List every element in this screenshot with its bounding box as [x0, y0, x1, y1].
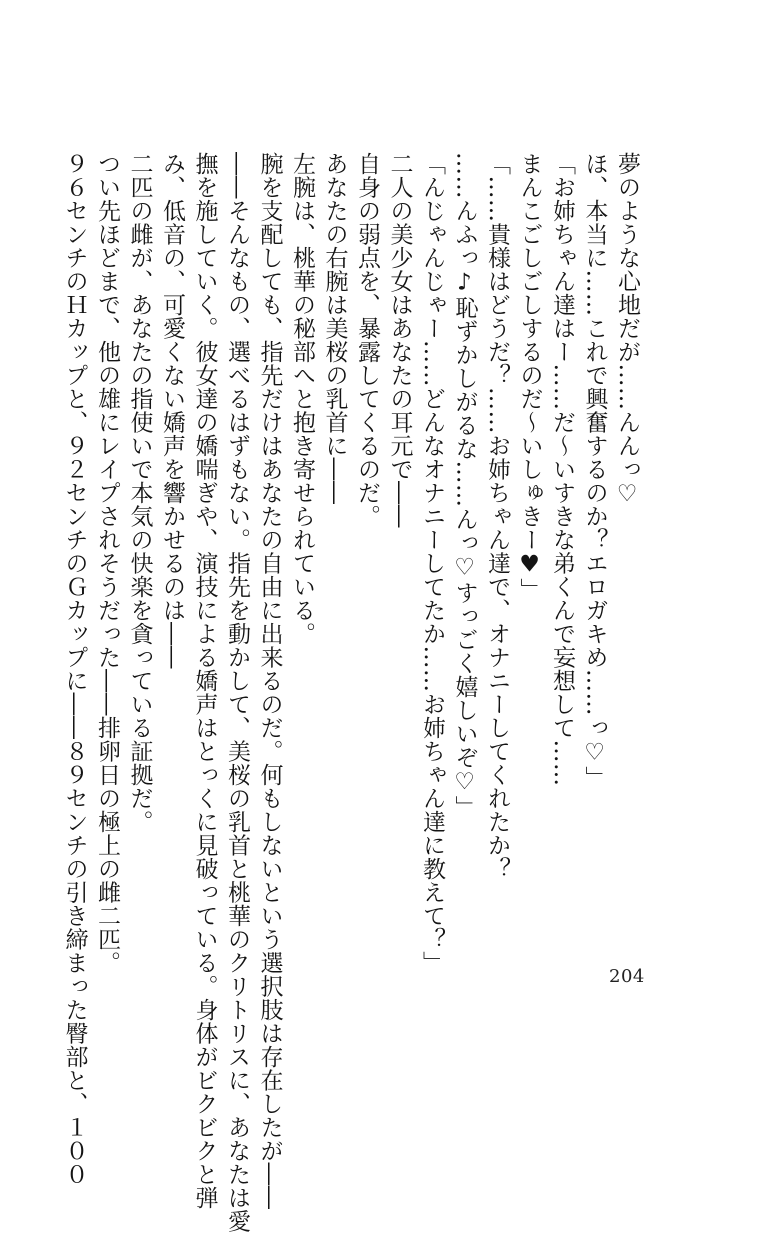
text-line: み、低音の、可愛くない嬌声を響かせるのは――	[159, 152, 185, 669]
text-line: ……んふっ♪恥ずかしがるな……んっ♡すっごく嬉しいぞ♡」	[451, 152, 478, 819]
page-number: 204	[609, 966, 645, 987]
text-line: 二人の美少女はあなたの耳元で――	[386, 152, 413, 528]
text-line: 「んじゃんじゃー……どんなオナニーしてたか……お姉ちゃん達に教えて？」	[419, 152, 445, 975]
text-line: 二匹の雌が、あなたの指使いで本気の快楽を貪っている証拠だ。	[126, 152, 153, 834]
text-line: 腕を支配しても、指先だけはあなたの自由に出来るのだ。何もしないという選択肢は存在したが――	[256, 152, 283, 1210]
text-line: まんこごしごしするのだ〜いしゅきー♥」	[516, 152, 543, 602]
text-line: 「……貴様はどうだ？……お姉ちゃん達で、オナニーしてくれたか？	[484, 152, 510, 881]
text-line: つい先ほどまで、他の雄にレイプされそうだった――排卵日の極上の雌二匹。	[94, 152, 120, 975]
text-line: ――そんなもの、選べるはずもない。指先を動かして、美桜の乳首と桃華のクリトリスに、あなたは愛	[224, 152, 250, 1233]
text-line: 撫を施していく。彼女達の嬌喘ぎや、演技による嬌声はとっくに見破っている。身体がビクビクと弾	[191, 152, 218, 1210]
text-line: あなたの右腕は美桜の乳首に――	[321, 152, 348, 505]
text-line: 「お姉ちゃん達はー……だ〜いすきな弟くんで妄想して……	[549, 152, 575, 787]
text-line: 夢のような心地だが……んんっ♡	[614, 152, 640, 508]
text-line: 自身の弱点を、暴露してくるのだ。	[354, 152, 380, 528]
text-line: ９６センチのＨカップと、９２センチのＧカップに――８９センチの引き締まった臀部と、１００	[61, 152, 88, 1186]
text-line: ほ、本当に……これで興奮するのか？エロガキめ……っ♡」	[581, 152, 608, 790]
text-line: 左腕は、桃華の秘部へと抱き寄せられている。	[289, 152, 315, 646]
